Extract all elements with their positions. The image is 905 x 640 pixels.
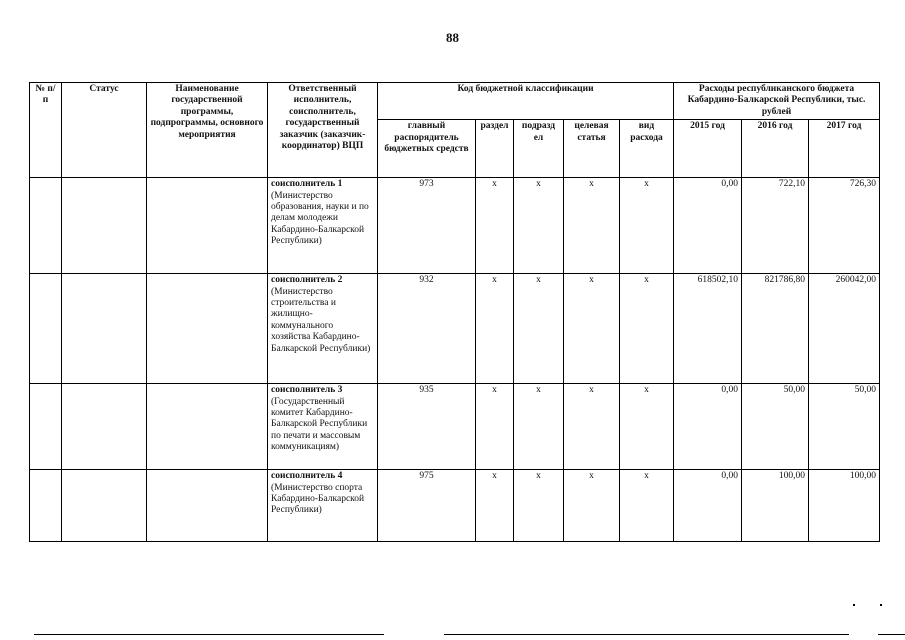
cell-razdel: х [476,384,514,470]
header-podrazdel: подразд ел [514,120,564,178]
executor-body: (Министерство строительства и жилищно-коммунального хозяйства Кабардино-Балкарской Республики) [271,286,371,354]
cell-executor [268,274,378,384]
cell-target-article: х [564,274,620,384]
header-executor: Ответственный исполнитель, соисполнитель, государственный заказчик (заказчик-координатор) ВЦП [268,83,378,178]
header-year-2016: 2016 год [742,120,809,178]
cell-grbs: 973 [378,178,476,274]
table-row [30,274,880,384]
executor-title: соисполнитель 2 [271,275,343,286]
footer-line-right [878,634,905,635]
executor-title: соисполнитель 1 [271,179,343,190]
page-number: 88 [446,30,459,45]
budget-table [29,82,880,542]
footer-line-left [34,634,384,635]
table-row [30,178,880,274]
cell-executor [268,384,378,470]
cell-num [30,274,62,384]
cell-expense-type: х [620,384,674,470]
cell-status [62,274,147,384]
header-year-2015: 2015 год [674,120,742,178]
header-target-article: целевая статья [564,120,620,178]
cell-num [30,470,62,542]
header-expenses: Расходы республиканского бюджета Кабардино-Балкарской Республики, тыс. рублей [674,83,880,120]
cell-executor [268,470,378,542]
cell-expense-type: х [620,178,674,274]
executor-title: соисполнитель 4 [271,471,343,482]
header-razdel: раздел [476,120,514,178]
cell-2016: 821786,80 [742,274,809,384]
cell-num [30,384,62,470]
scan-mark [880,604,882,606]
cell-razdel: х [476,274,514,384]
cell-target-article: х [564,384,620,470]
cell-2015: 0,00 [674,178,742,274]
cell-expense-type: х [620,470,674,542]
cell-2015: 0,00 [674,384,742,470]
cell-2017: 100,00 [809,470,880,542]
cell-2016: 722,10 [742,178,809,274]
scan-mark [853,604,855,606]
footer-line-middle [444,634,849,635]
cell-2017: 726,30 [809,178,880,274]
cell-program-name [147,178,268,274]
header-row-1 [30,83,880,120]
cell-2015: 0,00 [674,470,742,542]
cell-2017: 260042,00 [809,274,880,384]
cell-razdel: х [476,178,514,274]
cell-podrazdel: х [514,384,564,470]
cell-program-name [147,470,268,542]
header-grbs: главный распорядитель бюджетных средств [378,120,476,178]
cell-target-article: х [564,178,620,274]
cell-status [62,178,147,274]
cell-podrazdel: х [514,470,564,542]
header-status: Статус [62,83,147,178]
cell-2016: 100,00 [742,470,809,542]
table-row [30,470,880,542]
cell-num [30,178,62,274]
cell-grbs: 932 [378,274,476,384]
header-program-name: Наименование государственной программы, подпрограммы, основного мероприятия [147,83,268,178]
header-expense-type: вид расхода [620,120,674,178]
cell-program-name [147,274,268,384]
cell-executor [268,178,378,274]
cell-razdel: х [476,470,514,542]
cell-status [62,384,147,470]
cell-2017: 50,00 [809,384,880,470]
cell-podrazdel: х [514,274,564,384]
header-budget-code: Код бюджетной классификации [378,83,674,120]
cell-expense-type: х [620,274,674,384]
executor-title: соисполнитель 3 [271,385,343,396]
cell-target-article: х [564,470,620,542]
cell-grbs: 975 [378,470,476,542]
table-row [30,384,880,470]
executor-body: (Министерство спорта Кабардино-Балкарской Республики) [271,482,365,516]
cell-2015: 618502,10 [674,274,742,384]
header-num: № п/п [30,83,62,178]
executor-body: (Министерство образования, науки и по делам молодежи Кабардино-Балкарской Республики) [271,190,369,247]
cell-podrazdel: х [514,178,564,274]
cell-2016: 50,00 [742,384,809,470]
cell-status [62,470,147,542]
header-year-2017: 2017 год [809,120,880,178]
executor-body: (Государственный комитет Кабардино-Балкарской Республики по печати и массовым коммуникациям) [271,396,368,453]
cell-grbs: 935 [378,384,476,470]
cell-program-name [147,384,268,470]
